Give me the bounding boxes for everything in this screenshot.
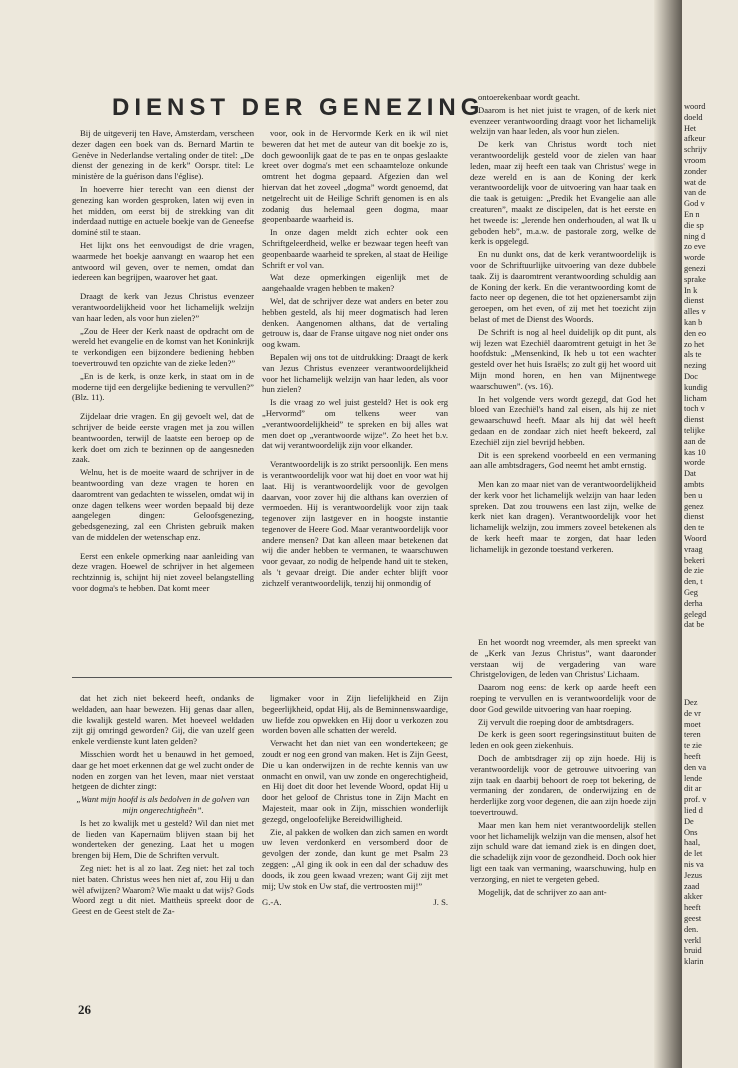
column-5 [262,693,448,908]
right-page-line: sprake [684,274,706,284]
paragraph: Zijdelaar drie vragen. En gij gevoelt wel, dat de schrijver de beide eerste vragen met ja zou willen beantwoorden, terwijl de laatste een beroep op de kerk doet om zich te bezinnen op de aangesneden zaak. [72,411,254,465]
right-page-line: alles v [684,307,706,317]
right-page-line: worde [684,458,705,468]
paragraph: Bepalen wij ons tot de uitdrukking: Draagt de kerk van Jezus Christus evenzeer verantwoordelijkheid voor het lichamelijk welzijn van haar leden, als voor hun zielen? [262,351,448,395]
right-page-line: schrijv [684,145,707,155]
right-page-line: aan de [684,436,706,446]
right-page-line: prof. v [684,795,707,805]
right-page-line: dienst [684,415,705,425]
section-divider [72,677,452,678]
right-page-line: zo eve [684,242,706,252]
column-6 [470,637,656,899]
paragraph: In het volgende vers wordt gezegd, dat God het bloed van Ezechiël's hand zal eisen, als hij ze niet gewaarschuwd heeft. Maar als hij dat wèl heeft gedaan en de zondaar zich niet heeft bekeerd, zal Ezechiël zijn ziel bevrijd hebben. [470,393,656,447]
right-page-line: bruid [684,946,702,956]
right-page-line: akker [684,892,703,902]
paragraph: De kerk is geen soort regeringsinstituut buiten de leden en ook geen ziekenhuis. [470,729,656,751]
paragraph: Daarom nog eens: de kerk op aarde heeft een roeping te vervullen en is verantwoordelijk voor de door God gewilde uitvoering van haar roeping. [470,682,656,714]
right-page-line: worde [684,253,705,263]
right-page-line: als te [684,350,702,360]
right-page-line: Geg [684,588,698,597]
right-page-line: Woord [684,534,707,543]
paragraph: Wat deze opmerkingen eigenlijk met de aangehaalde vragen hebben te maken? [262,272,448,294]
right-page-line: dienst [684,512,705,522]
right-page-line: te zie [684,741,702,751]
paragraph: Verwacht het dan niet van een wondertekeen; ge zoudt er nog een grond van maken. Het is Zijn Geest, Die u kan onderwijzen in de rechte kennis van uw onmacht en onwil, van uw zonde en ongerechtigheid, en Hij doet dit door het levende Woord, opdat Hij u door het geloof de Christus tone in Zijn Macht en Majesteit, maar ook in Zijn, misschien wonderlijk gezegd, ongeloofelijke Bereidwilligheid. [262,738,448,824]
right-page-line: verkl [684,935,702,945]
right-page-line: geest [684,914,702,923]
right-page-line: lied d [684,806,703,815]
right-page-line: klarin [684,957,704,967]
paragraph: Is het zo kwalijk met u gesteld? Wil dan niet met de lieden van Kapernaüm blijven staan bij het wonderteken der genezing. Laat het u mogen brengen bij Hem, Die de Schriften vervult. [72,817,254,861]
paragraph: Mogelijk, dat de schrijver zo aan ant- [478,886,607,897]
right-page-line: En n [684,210,700,219]
right-page-line: Jezus [684,870,703,880]
right-page-line: de zie [684,566,704,576]
signature-line [262,897,448,908]
right-page-line: genezi [684,264,706,273]
right-page-line: De [684,816,694,826]
right-page-line: kundig [684,382,708,392]
right-page-line: ben u [684,490,703,500]
paragraph: ligmaker voor in Zijn liefelijkheid en Zijn begeerlijkheid, opdat Hij, als de Beminnenswaardige, uw liefde zou opwekken en Hij door u verkozen zou worden boven alle schatten der wereld. [262,693,448,736]
paragraph: Dit is een sprekend voorbeeld en een vermaning aan alle ambtsdragers, God neemt het ambt ernstig. [470,449,656,471]
right-page-line: gelegd [684,609,707,619]
paragraph: Bij de uitgeverij ten Have, Amsterdam, verscheen dezer dagen een boek van ds. Bernard Martin te Genève in Nederlandse vertaling onder de titel: „De dienst der genezing in de kerk” Oorspr. titel: Le ministère de la guérison dans l'église). [72,128,254,182]
right-page-line: de let [684,849,703,859]
right-page-line: Dat [684,469,697,479]
right-page-line: licham [684,393,707,403]
right-page-line: derha [684,598,703,608]
right-page-line: bekeri [684,555,705,565]
column-4 [72,693,254,919]
right-page-line: ambts [684,480,705,489]
right-page-line: de vr [684,708,701,718]
paragraph: voor, ook in de Hervormde Kerk en ik wil niet beweren dat het met de auteur van dit boekje zo is, doch gewoonlijk gaat de te pas en te onpas geslaakte kreet over dogma's met een schaamteloze onkunde omtrent het dogma gepaard. Afgezien dan wel hiervan dat het zoveel „dogma” wordt genoemd, dat netgelrecht uit de Heilige Schrift genomen is en als zodanig dus helemaal geen dogma, maar geopenbaarde waarheid is. [262,128,448,225]
right-page-line: dienst [684,296,705,306]
paragraph: Zij vervult die roeping door de ambtsdragers. [478,716,634,727]
paragraph: dat het zich niet bekeerd heeft, ondanks de weldaden, aan haar bewezen. Hij genas daar allen, die kwalijk gesteld waren. Met hoeveel weldaden zijt gij omringd geworden? Gij, die van uzelf geen enkele verdienste kunt laten gelden? [72,693,254,747]
right-page-line: den eo [684,328,707,338]
paragraph: Zie, al pakken de wolken dan zich samen en wordt uw leven verdonkerd en versomberd door de gevolgen der zonde, dan kunt ge met Psalm 23 zeggen: „Al ging ik ook in een dal der schaduw des doods, ik zou geen kwaad vrezen; want Gij zijt met mij; Uw stok en Uw staf, die vertroosten mij!” [262,826,448,891]
right-page-line: zonder [684,166,707,176]
paragraph: Misschien wordt het u benauwd in het gemoed, daar ge het moet erkennen dat ge wel zucht onder de noden en zorgen van het leven, maar niet verstaat hetgeen de dichter zingt: [72,748,254,792]
poem-quote: „Want mijn hoofd is als bedolven in de golven van mijn ongerechtigheên”. [76,794,250,815]
signature-left: G.-A. [262,897,282,908]
right-page-line: wat de [684,177,707,187]
paragraph: Draagt de kerk van Jezus Christus evenzeer verantwoordelijkheid voor het lichamelijk welzijn van haar leden, als voor hun zielen?” [72,291,254,323]
paragraph: Verantwoordelijk is zo strikt persoonlijk. Een mens is verantwoordelijk voor wat hij doet en voor wat hij laat. Hij is verantwoordelijk voor de gevolgen daarvan, voor zover hij die althans kan overzien of vermoeden. Hij is verantwoordelijk voor zijn taak tegenover zijn lastgever en in hoogste instantie tegenover de Heere God. Maar verantwoordelijk voor andere mensen? Dat kan alleen maar betekenen dat wij die ander hebben te vermanen, te waarschuwen voor gevaar, zo nodig de helpende hand uit te steken, als 't gevaar dreigt. Die ander echter blijft voor zichzelf verantwoordelijk, tenzij hij onmondig of [262,459,448,588]
paragraph: In hoeverre hier terecht van een dienst der genezing kan worden gesproken, laten wij even in het midden, om eerst bij de strekking van dit inderdaad nuttige en actuele boekje van de Geneefse dominé stil te staan. [72,183,254,238]
right-page-line: zo het [684,339,705,349]
paragraph: „Zou de Heer der Kerk naast de opdracht om de wereld het evangelie en de komst van het Koninkrijk te verkondigen een bijzondere bediening hebben toevertrouwd ten opzichte van de zieke leden?” [72,325,254,368]
right-page-line: Dez [684,698,698,707]
right-page-line: lende [684,773,703,783]
right-page-line: telijke [684,426,705,435]
right-page-line: heeft [684,903,701,913]
signature-right: J. S. [433,897,448,908]
right-page-line: afkeur [684,134,706,144]
paragraph: Doch de ambtsdrager zij op zijn hoede. Hij is verantwoordelijk voor de getrouwe uitvoering van zijn taak en daarbij behoort de roep tot bekering, de vermaning der zondaren, de onderwijzing en de herderlijke zorg voor degenen, die aan zijn hoede zijn toevertrouwd. [470,752,656,817]
right-page-line: den va [684,762,707,772]
page-number: 26 [78,1002,91,1017]
right-page-line: toch v [684,404,705,414]
column-3 [470,92,656,557]
paragraph: De kerk van Christus wordt toch niet verantwoordelijk gesteld voor de zielen van haar leden, maar zij heeft een taak van Christus' wege in deze wereld en is aan de Koning der kerk verantwoordelijk voor de uitvoering van haar taak en die taak is getuigen: „Predik het Evangelie aan alle creaturen”, maakt ze discipelen, dat is het eerste en het tweede is: „lerende hen onderhouden, al wat Ik u geboden heb”, m.a.w. de pastorale zorg, welke de kerk is opgelegd. [470,139,656,247]
right-page-line: vraag [684,544,703,554]
right-page-line: woord [684,102,706,111]
right-page-line: den te [684,523,705,533]
paragraph: Eerst een enkele opmerking naar aanleiding van deze vragen. Hoewel de schrijver in het algemeen rechtzinnig is, schijnt hij niet zoveel belangstelling voor dogma's te hebben. Dat komt meer [72,550,254,594]
right-page-line: ning d [684,231,706,241]
right-page-line: haal, [684,838,701,848]
right-page-line: teren [684,730,701,740]
right-page-line: heeft [684,752,701,761]
right-page-line: kas 10 [684,447,706,457]
right-page-line: vroom [684,156,706,165]
paragraph: Het lijkt ons het eenvoudigst de drie vragen, waarmede het boekje aanvangt en waarop het een antwoord wil geven, over te nemen, omdat dan iedereen kan begrijpen, waarover het gaat. [72,239,254,283]
paragraph: Men kan zo maar niet van de verantwoordelijkheid der kerk voor het lichamelijk welzijn van haar leden spreken. Dat zou trouwens een last zijn, welke de kerk niet kan dragen). Verantwoordelijk voor het lichamelijk welzijn, zou immers zoveel betekenen als de kerk heeft maar te zorgen, dat haar leden lichamelijk in gezonde toestand verkeren. [470,479,656,554]
right-page-line: dit ar [684,784,702,794]
column-2 [262,128,448,591]
paragraph: Zeg niet: het is al zo laat. Zeg niet: het zal toch niet baten. Christus wees hen niet af, zou Hij u dan wèl afwijzen? Waarom? Wie maakt u dat wijs? Gods Woord zegt u dit niet. Mattheüs spreekt door de Geest en de Geest stelt de Za- [72,862,254,917]
right-page-line: die sp [684,220,704,230]
right-page-line: van de [684,188,707,198]
book-gutter [654,0,682,1068]
right-page-line: In k [684,285,698,295]
right-page-line: Ons [684,827,698,837]
paragraph: En het woordt nog vreemder, als men spreekt van de „Kerk van Jezus Christus”, want daaronder verstaan wij de vergadering van ware Christgelovigen, de leden van Christus' Lichaam. [470,637,656,680]
paragraph: ontoerekenbaar wordt geacht. [478,92,580,102]
right-page-line: den. [684,924,703,934]
right-page-line: dat be [684,620,705,630]
paragraph: De Schrift is nog al heel duidelijk op dit punt, als wij lezen wat Ezechiël daaromtrent getuigt in het 3e hoofdstuk: „Mensenkind, Ik heb u tot een wachter gesteld over het huis Israëls; zo zult gij het woord uit Mijn mond horen, en hen van Mijnentwege waarschuwen”. (vs. 16). [470,326,656,391]
paragraph: Welnu, het is de moeite waard de schrijver in de beantwoording van deze vragen te horen en daaromtrent van gedachten te wisselen, omdat wij in onze dagen telkens weer worden bepaald bij deze aangelegen dingen: Geloofsgenezing, gebedsgenezing, zal een Christen gebruik maken van de middelen der wetenschap enz. [72,467,254,542]
right-page-line: moet [684,719,701,729]
paragraph: En nu dunkt ons, dat de kerk verantwoordelijk is voor de Schriftuurlijke uitvoering van deze dubbele taak. Zij is daaromtrent verantwoording schuldig aan de Koning der kerk. En die verantwoording komt de facto neer op degenen, die tot het opzienersambt zijn geroepen, om het even, of zij met het toezicht zijn belast of met de Dienst des Woords. [470,249,656,324]
right-page-line: genez [684,501,704,511]
right-page-line: Het [684,123,697,133]
right-page-line: den, t [684,577,703,587]
right-page-line: nezing [684,361,707,371]
right-page-line: zaad [684,881,700,891]
paragraph: Is die vraag zo wel juist gesteld? Het is ook erg „Hervormd” om telkens weer van „verantwoordelijkheid” te spreken en bij alles wat men doet op „verantwoorde wijze”. Zo heet het b.v. dat wij verantwoordelijk zijn voor elkander. [262,397,448,451]
column-1 [72,128,254,596]
right-page-line: God v [684,199,705,209]
right-page-line: doeld [684,112,703,122]
article-title: DIENST DER GENEZING [112,94,485,121]
right-page-line: kan b [684,318,703,327]
paragraph: Daarom is het niet juist te vragen, of de kerk niet evenzeer verantwoording draagt voor het lichamelijk welzijn van haar leden, als voor hun zielen. [470,104,656,137]
paragraph: In onze dagen meldt zich echter ook een Schriftgeleerdheid, welke er bezwaar tegen heeft van geopenbaarde waarheid te spreken, al staat de Heilige Schrift er vol van. [262,227,448,270]
paragraph: Wel, dat de schrijver deze wat anders en beter zou hebben gesteld, als hij meer dogmatisch had leren denken. Aangenomen althans, dat de vertaling getrouw is, daar de Franse uitgave nog niet onder ons oog kwam. [262,295,448,350]
paragraph: „En is de kerk, is onze kerk, in staat om in de moderne tijd een dergelijke bediening te vervullen?” (Blz. 11). [72,370,254,403]
right-page-line: nis va [684,860,704,869]
paragraph: Maar men kan hem niet verantwoordelijk stellen voor het lichamelijk welzijn van die mensen, alsof het zijn schuld ware dat iemand ziek is en dingen doet, die schadelijk zijn voor de gezondheid. Doch ook hier ligt een taak van vermaning, waarschuwing, hulp en verzorging, en niet te vergeten gebed. [470,819,656,884]
right-page-line: Doc [684,372,698,381]
